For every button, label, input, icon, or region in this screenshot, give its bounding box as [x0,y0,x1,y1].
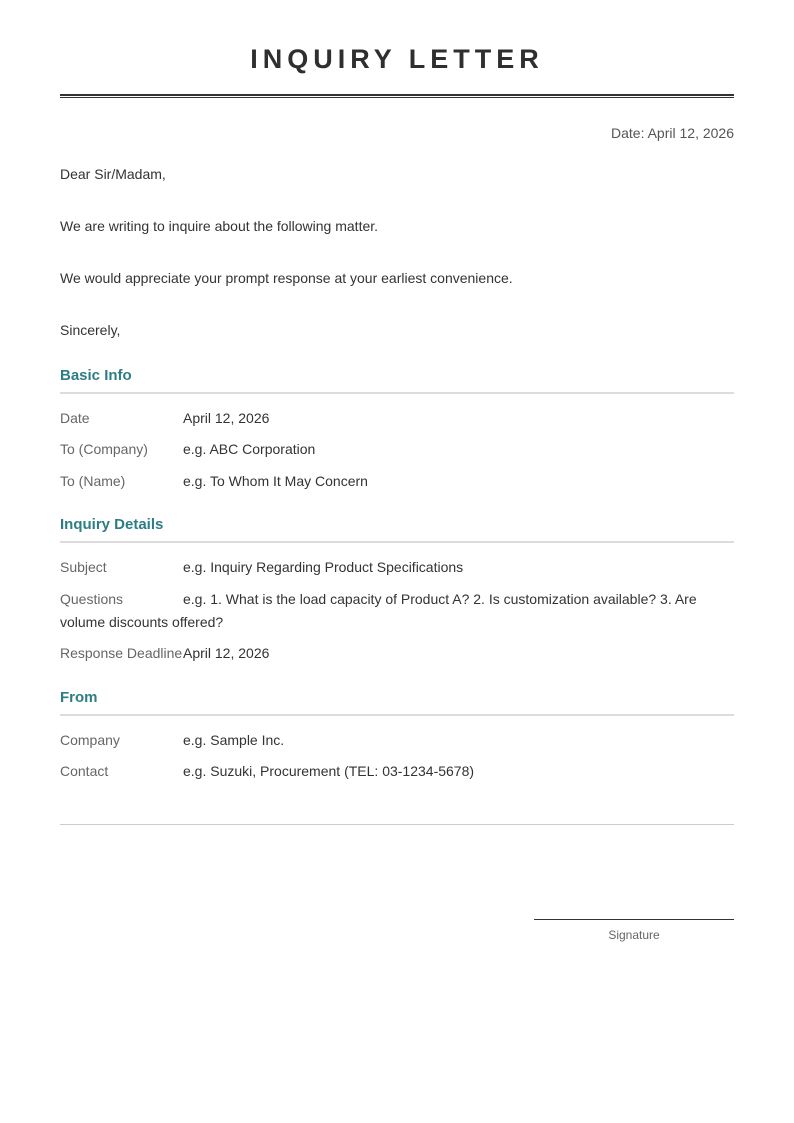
section-title-from: From [60,689,98,706]
footer-divider [60,824,734,825]
section-title-basic-info: Basic Info [60,367,132,384]
field-label-subject: Subject [60,559,107,575]
intro-paragraph: We are writing to inquire about the following matter. [60,218,379,234]
field-value-date: April 12, 2026 [183,410,270,426]
section-divider [60,541,734,543]
field-label-contact: Contact [60,763,109,779]
field-value-response-deadline: April 12, 2026 [183,645,270,661]
field-label-questions: Questions [60,591,124,607]
field-value-subject: e.g. Inquiry Regarding Product Specifications [183,559,464,575]
section-divider [60,392,734,394]
section-divider [60,714,734,716]
salutation: Dear Sir/Madam, [60,166,166,182]
field-label-to-name: To (Name) [60,473,126,489]
field-value-company: e.g. Sample Inc. [183,732,285,748]
signature-label: Signature [608,928,660,942]
field-label-company: Company [60,732,120,748]
field-value-contact: e.g. Suzuki, Procurement (TEL: 03-1234-5678) [183,763,475,779]
field-label-to-company: To (Company) [60,441,148,457]
page-title: INQUIRY LETTER [250,44,544,74]
letter-date: Date: April 12, 2026 [611,125,734,141]
field-value-to-name: e.g. To Whom It May Concern [183,473,368,489]
signature-line [534,919,734,920]
title-divider-thin [60,97,734,98]
field-value-questions: e.g. 1. What is the load capacity of Product A? 2. Is customization available? 3. Are volume discounts offered? [60,591,697,630]
field-questions [60,588,734,634]
request-paragraph: We would appreciate your prompt response at your earliest convenience. [60,270,513,286]
field-value-to-company: e.g. ABC Corporation [183,441,316,457]
section-title-inquiry-details: Inquiry Details [60,516,164,533]
title-divider [60,94,734,96]
closing: Sincerely, [60,322,121,338]
field-label-date: Date [60,410,90,426]
field-label-response-deadline: Response Deadline [60,645,183,661]
